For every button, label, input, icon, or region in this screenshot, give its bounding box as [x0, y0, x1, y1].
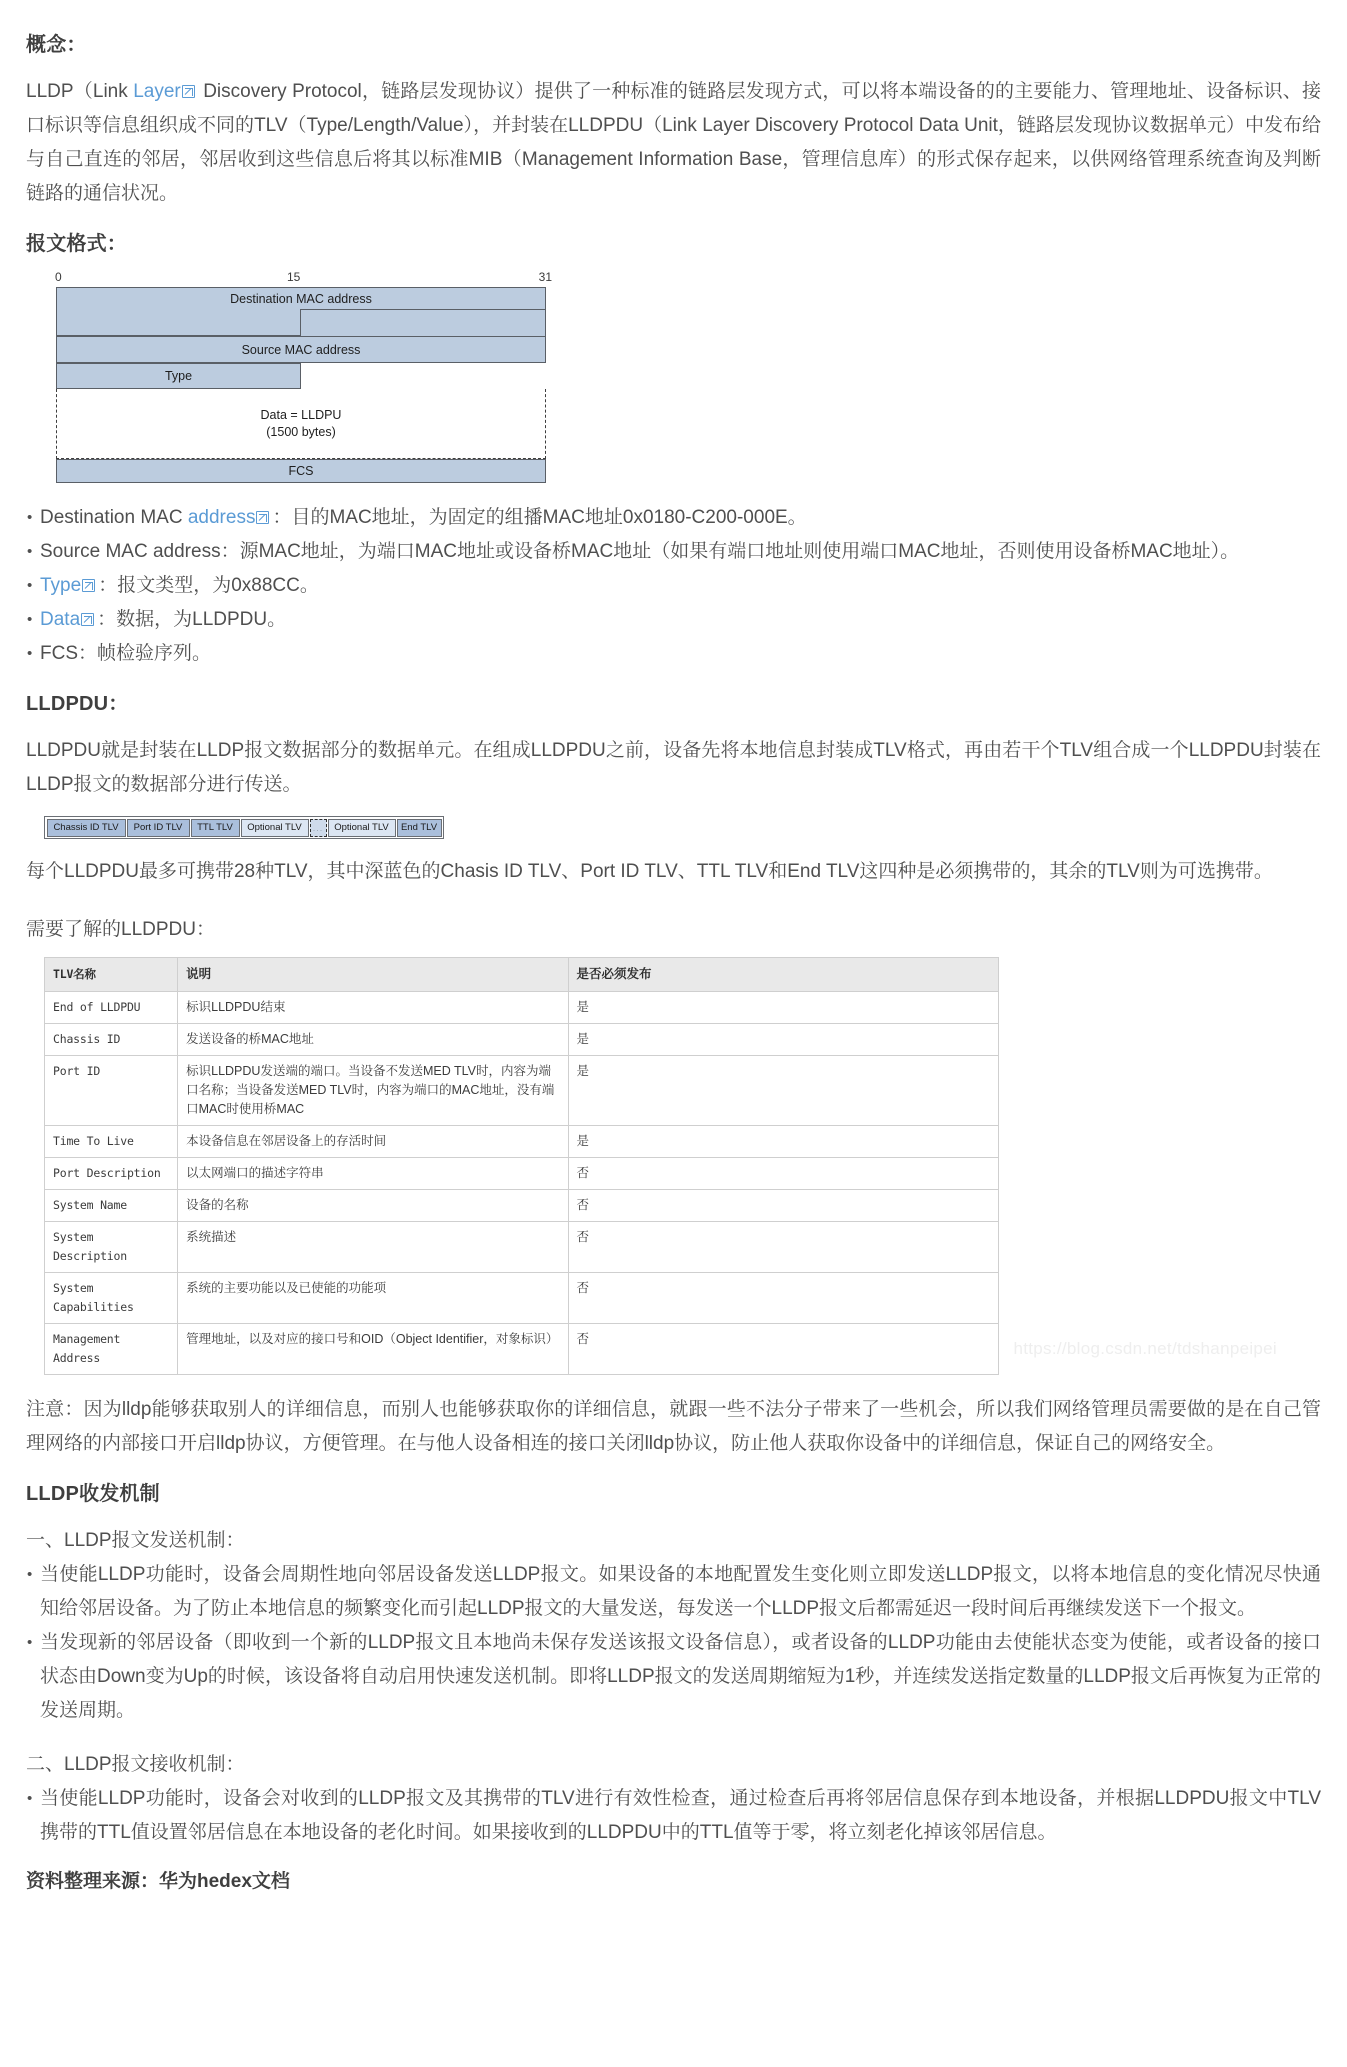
- tlv-cell-description: 以太网端口的描述字符串: [178, 1158, 568, 1190]
- field-list-item-link[interactable]: Data: [40, 609, 81, 630]
- field-source-mac: [56, 336, 546, 363]
- field-list-item-link[interactable]: address: [187, 507, 256, 528]
- tlv-cell-description: 标识LLDPDU发送端的端口。当设备不发送MED TLV时，内容为端口名称；当设备发送MED TLV时，内容为端口的MAC地址，没有端口MAC时使用桥MAC: [178, 1056, 568, 1126]
- tlv-cell-must-publish: 否: [568, 1324, 998, 1375]
- tlv-header-name: TLV名称: [45, 958, 178, 992]
- recv-mechanism-title: 二、LLDP报文接收机制：: [26, 1754, 245, 1775]
- field-list-item-text: ：数据，为LLDPDU。: [97, 609, 287, 630]
- section-heading-packet-format: 报文格式：: [26, 233, 127, 255]
- tlv-cell-description: 设备的名称: [178, 1190, 568, 1222]
- tlv-cell-name: Port Description: [45, 1158, 178, 1190]
- step-right: [301, 309, 545, 336]
- tlv-strip-cell: Optional TLV: [328, 819, 396, 837]
- tlv-table-head: [45, 958, 999, 992]
- tlv-table: [44, 957, 999, 1375]
- table-row: [45, 1024, 999, 1056]
- tlv-cell-must-publish: 否: [568, 1158, 998, 1190]
- field-list-item-text: ：目的MAC地址，为固定的组播MAC地址0x0180-C200-000E。: [272, 507, 807, 528]
- field-list-item-text: ：报文类型，为0x88CC。: [98, 575, 319, 596]
- tlv-strip-cell: Port ID TLV: [127, 819, 190, 837]
- tlv-table-header-row: [45, 958, 999, 992]
- tlv-header-must-publish: 是否必须发布: [568, 958, 998, 992]
- external-link-icon: [82, 579, 95, 592]
- layer-link[interactable]: Layer: [133, 81, 181, 102]
- mechanism-list-item: • 当使能LLDP功能时，设备会周期性地向邻居设备发送LLDP报文。如果设备的本地配置发生变化则立即发送LLDP报文，以将本地信息的变化情况尽快通知给邻居设备。为了防止本地信息的频繁变化而引起LLDP报文的大量发送，每发送一个LLDP报文后都需延迟一段时间后再继续发送下一个报文。: [26, 1558, 1321, 1626]
- section-heading-mechanism: LLDP收发机制: [26, 1483, 160, 1505]
- tlv-cell-name: System Capabilities: [45, 1273, 178, 1324]
- field-data-size: (1500 bytes): [266, 424, 336, 439]
- field-fcs-label: FCS: [288, 464, 314, 478]
- section-heading-lldpdu: LLDPDU：: [26, 693, 129, 715]
- tlv-cell-must-publish: 是: [568, 992, 998, 1024]
- tlv-strip-cell: End TLV: [397, 819, 442, 837]
- field-list-item-label: Destination MAC: [40, 507, 188, 528]
- field-list-item: [26, 569, 1321, 603]
- tlv-strip-cell: ...: [310, 819, 327, 837]
- send-mechanism-title: 一、LLDP报文发送机制：: [26, 1530, 245, 1551]
- tlv-strip-cell: Chassis ID TLV: [47, 819, 126, 837]
- field-list-item: [26, 603, 1321, 637]
- ruler-tick-0: 0: [55, 270, 62, 284]
- tlv-cell-description: 系统描述: [178, 1222, 568, 1273]
- tlv-cell-description: 本设备信息在邻居设备上的存活时间: [178, 1126, 568, 1158]
- watermark: https://blog.csdn.net/tdshanpeipei: [1013, 1339, 1277, 1358]
- spacer-mechanism: [26, 1730, 1321, 1748]
- field-list-item: [26, 637, 1321, 671]
- table-row: [45, 992, 999, 1024]
- tlv-cell-must-publish: 否: [568, 1222, 998, 1273]
- field-destination-mac-continuation: [56, 309, 546, 336]
- tlv-header-description: 说明: [178, 958, 568, 992]
- field-data-label: Data = LLDPU: [260, 407, 342, 422]
- tlv-cell-name: Chassis ID: [45, 1024, 178, 1056]
- tlv-strip-cell: Optional TLV: [241, 819, 309, 837]
- lldpdu-paragraph: LLDPDU就是封装在LLDP报文数据部分的数据单元。在组成LLDPDU之前，设备先将本地信息封装成TLV格式，再由若干个TLV组合成一个LLDPDU封装在LLDP报文的数据部分进行传送。: [26, 740, 1321, 795]
- tlv-cell-must-publish: 是: [568, 1056, 998, 1126]
- tlv-strip-cell: TTL TLV: [191, 819, 240, 837]
- lldpdu-note: 每个LLDPDU最多可携带28种TLV，其中深蓝色的Chasis ID TLV、Port ID TLV、TTL TLV和End TLV这四种是必须携带的，其余的TLV则为可选携带。: [26, 861, 1273, 882]
- field-list-item: [26, 535, 1321, 569]
- field-source-mac-label: Source MAC address: [241, 342, 361, 357]
- field-destination-mac: [56, 287, 546, 309]
- tlv-cell-description: 管理地址，以及对应的接口号和OID（Object Identifier，对象标识）: [178, 1324, 568, 1375]
- tlv-cell-must-publish: 是: [568, 1024, 998, 1056]
- tlv-cell-name: End of LLDPDU: [45, 992, 178, 1024]
- source-footer: 资料整理来源：华为hedex文档: [26, 1871, 290, 1892]
- packet-field-list: [26, 501, 1321, 671]
- tlv-cell-must-publish: 是: [568, 1126, 998, 1158]
- tlv-cell-must-publish: 否: [568, 1273, 998, 1324]
- packet-ruler: [44, 270, 554, 287]
- tlv-cell-description: 标识LLDPDU结束: [178, 992, 568, 1024]
- table-row: [45, 1056, 999, 1126]
- mechanism-list-item: • 当发现新的邻居设备（即收到一个新的LLDP报文且本地尚未保存发送该报文设备信息），或者设备的LLDP功能由去使能状态变为使能，或者设备的接口状态由Down变为Up的时候，该设备将自动启用快速发送机制。即将LLDP报文的发送周期缩短为1秒，并连续发送指定数量的LLDP报文后再恢复为正常的发送周期。: [26, 1626, 1321, 1728]
- notice-paragraph: 注意：因为lldp能够获取别人的详细信息，而别人也能够获取你的详细信息，就跟一些不法分子带来了一些机会，所以我们网络管理员需要做的是在自己管理网络的内部接口开启lldp协议，方便管理。在与他人设备相连的接口关闭lldp协议，防止他人获取你设备中的详细信息，保证自己的网络安全。: [26, 1399, 1321, 1454]
- tlv-table-wrapper: [26, 957, 1321, 1375]
- tlv-cell-name: Time To Live: [45, 1126, 178, 1158]
- table-row: [45, 1126, 999, 1158]
- external-link-icon: [81, 613, 94, 626]
- tlv-cell-name: Port ID: [45, 1056, 178, 1126]
- field-data: [56, 389, 546, 459]
- spacer: [26, 903, 1321, 913]
- field-list-item-text: ：源MAC地址，为端口MAC地址或设备桥MAC地址（如果有端口地址则使用端口MAC地址，否则使用设备桥MAC地址）。: [220, 541, 1240, 562]
- concept-text-part1: LLDP（Link: [26, 81, 134, 102]
- section-heading-concept: 概念：: [26, 34, 87, 56]
- tlv-cell-must-publish: 否: [568, 1190, 998, 1222]
- tlv-strip-diagram: [44, 816, 444, 839]
- tlv-cell-name: Management Address: [45, 1324, 178, 1375]
- tlv-cell-name: System Description: [45, 1222, 178, 1273]
- table-row: [45, 1273, 999, 1324]
- field-destination-mac-label: Destination MAC address: [230, 291, 372, 306]
- field-list-item-link[interactable]: Type: [40, 575, 82, 596]
- external-link-icon: [256, 511, 269, 524]
- field-list-item-label: Source MAC address: [40, 541, 221, 562]
- tlv-cell-description: 发送设备的桥MAC地址: [178, 1024, 568, 1056]
- tlv-table-body: [45, 992, 999, 1375]
- field-fcs: [56, 459, 546, 483]
- ruler-tick-15: 15: [287, 270, 301, 284]
- field-type-label: Type: [164, 369, 193, 383]
- field-list-item-label: FCS: [40, 643, 78, 664]
- concept-text-part2: Discovery Protocol，链路层发现协议）提供了一种标准的链路层发现方式，可以将本端设备的的主要能力、管理地址、设备标识、接口标识等信息组织成不同的TLV（Type/Length/Value），并封装在LLDPDU（Link Layer Discovery Protocol Data Unit，链路层发现协议数据单元）中发布给与自己直连的邻居，邻居收到这些信息后将其以标准MIB（Management Information Base，管理信息库）的形式保存起来，以供网络管理系统查询及判断链路的通信状况。: [26, 81, 1321, 204]
- table-row: [45, 1190, 999, 1222]
- step-left: [57, 309, 301, 336]
- table-row: [45, 1158, 999, 1190]
- table-row: [45, 1324, 999, 1375]
- mechanism-list-item: • 当使能LLDP功能时，设备会对收到的LLDP报文及其携带的TLV进行有效性检查，通过检查后再将邻居信息保存到本地设备，并根据LLDPDU报文中TLV携带的TTL值设置邻居信息在本地设备的老化时间。如果接收到的LLDPDU中的TTL值等于零，将立刻老化掉该邻居信息。: [26, 1782, 1321, 1850]
- recv-mechanism-list: [26, 1782, 1321, 1850]
- concept-paragraph: [26, 75, 1321, 211]
- field-list-item-text: ：帧检验序列。: [78, 643, 212, 664]
- packet-format-diagram: [44, 270, 554, 483]
- external-link-icon: [182, 85, 195, 98]
- tlv-table-intro: 需要了解的LLDPDU：: [26, 919, 215, 940]
- ruler-tick-31: 31: [538, 270, 552, 284]
- field-list-item: [26, 501, 1321, 535]
- tlv-cell-name: System Name: [45, 1190, 178, 1222]
- tlv-cell-description: 系统的主要功能以及已使能的功能项: [178, 1273, 568, 1324]
- field-type: [56, 363, 301, 389]
- send-mechanism-list: [26, 1558, 1321, 1728]
- table-row: [45, 1222, 999, 1273]
